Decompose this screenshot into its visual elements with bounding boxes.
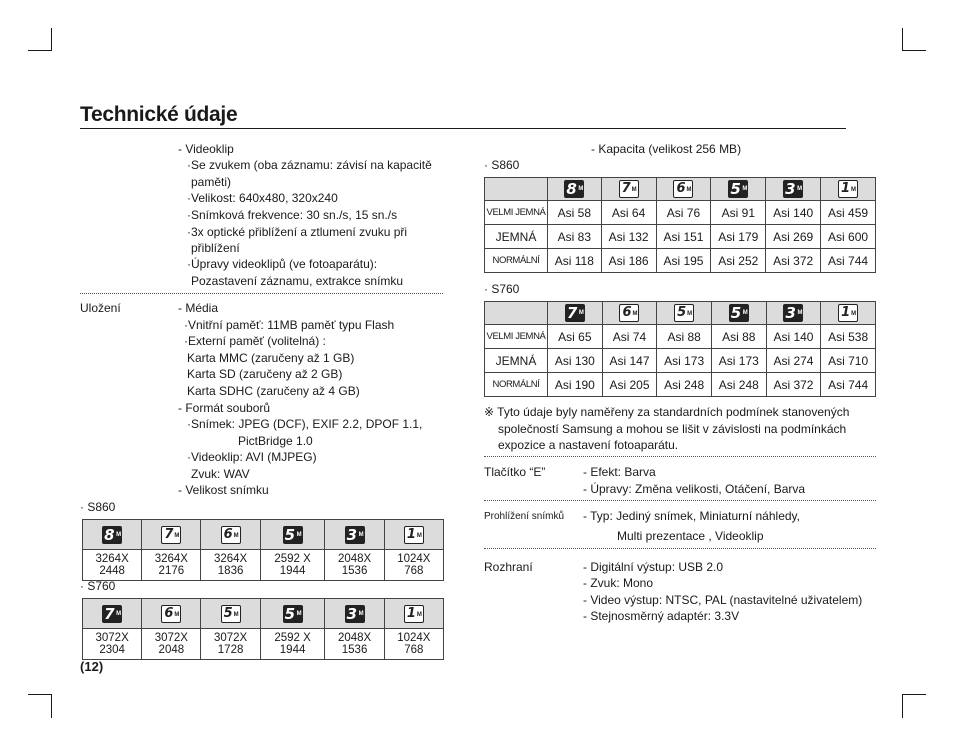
capacity-value: Asi 83 [548, 225, 602, 249]
1m-resolution-icon [838, 180, 858, 198]
resolution-value: 1536 [341, 565, 368, 577]
quality-label: VELMI JEMNÁ [485, 201, 548, 225]
resolution-digit: 1 [406, 605, 416, 621]
1m-resolution-icon [404, 526, 424, 544]
ulozeni-line: ·Snímek: JPEG (DCF), EXIF 2.2, DPOF 1.1, [187, 417, 423, 431]
3m-resolution-icon [783, 180, 803, 198]
megapixel-mark: M [797, 186, 803, 192]
resolution-digit: 5 [677, 305, 687, 320]
videoklip-line: přiblížení [191, 241, 240, 255]
5m-hd-resolution-icon [674, 304, 694, 322]
note-line: expozice a nastavení fotoaparátu. [498, 438, 679, 452]
videoklip-line: ·Se zvukem (oba záznamu: závisí na kapacitě [187, 158, 432, 172]
ulozeni-line: - Formát souborů [178, 401, 271, 415]
megapixel-mark: M [116, 610, 122, 617]
capacity-value: Asi 147 [602, 349, 657, 373]
resolution-digit: 6 [223, 526, 233, 542]
quality-label: NORMÁLNÍ [485, 249, 548, 273]
resolution-icon-cell [260, 599, 325, 629]
resolution-cell [201, 550, 260, 581]
resolution-value: 1836 [217, 565, 244, 577]
5m-resolution-icon [283, 605, 303, 623]
7m-resolution-icon [565, 304, 585, 322]
s760-capacity-table [484, 301, 876, 397]
5m-resolution-icon [728, 180, 748, 198]
videoklip-line: paměti) [191, 175, 232, 189]
resolution-icon-cell [142, 599, 201, 629]
page-title: Technické údaje [80, 103, 238, 126]
resolution-value: 3072X [154, 632, 188, 644]
capacity-value: Asi 140 [766, 325, 821, 349]
megapixel-mark: M [851, 187, 857, 193]
resolution-icon-cell [83, 599, 142, 629]
megapixel-mark: M [233, 611, 239, 618]
resolution-icon-cell [260, 520, 325, 550]
resolution-icon-cell [602, 302, 657, 325]
note-line: společností Samsung a mohou se lišit v závislosti na podmínkách [498, 422, 847, 436]
8m-resolution-icon [102, 526, 122, 544]
3m-resolution-icon [783, 304, 803, 322]
resolution-icon-cell [656, 178, 711, 201]
resolution-icon-cell [766, 302, 821, 325]
prohlizeni-line: - Typ: Jediný snímek, Miniaturní náhledy, [583, 509, 800, 523]
resolution-icon-cell [601, 178, 656, 201]
megapixel-mark: M [296, 610, 302, 617]
resolution-value: 3264X [213, 553, 248, 565]
videoklip-line: ·Snímková frekvence: 30 sn./s, 15 sn./s [187, 208, 398, 222]
ulozeni-line: - Velikost snímku [178, 483, 269, 497]
resolution-cell [260, 550, 325, 581]
resolution-icon-cell [821, 302, 876, 325]
3m-resolution-icon [345, 526, 365, 544]
1m-resolution-icon [404, 605, 424, 623]
resolution-digit: 1 [841, 181, 851, 196]
resolution-value: 2592 X [274, 553, 311, 565]
resolution-icon-cell [384, 520, 443, 550]
tlacitko-line: - Efekt: Barva [583, 465, 656, 479]
resolution-digit: 7 [621, 181, 631, 196]
resolution-digit: 7 [566, 304, 578, 322]
note-line: ※ Tyto údaje byly naměřeny za standardních podmínek stanovených [484, 405, 850, 419]
ulozeni-line: Karta MMC (zaručeny až 1 GB) [187, 351, 355, 365]
capacity-value: Asi 74 [602, 325, 657, 349]
capacity-row [485, 225, 876, 249]
capacity-value: Asi 118 [548, 249, 602, 273]
ulozeni-line: Karta SDHC (zaručeny až 4 GB) [187, 384, 360, 398]
tlacitko-line: - Úpravy: Změna velikosti, Otáčení, Barva [583, 482, 806, 496]
megapixel-mark: M [416, 611, 422, 618]
capacity-value: Asi 744 [821, 373, 876, 397]
capacity-value: Asi 88 [657, 325, 712, 349]
ulozeni-line: PictBridge 1.0 [238, 434, 313, 448]
s860-capacity-label: · S860 [484, 158, 520, 172]
capacity-value: Asi 205 [602, 373, 657, 397]
capacity-value: Asi 64 [601, 201, 656, 225]
resolution-value: 2176 [158, 565, 185, 577]
capacity-value: Asi 140 [766, 201, 821, 225]
resolution-icon-cell [83, 520, 142, 550]
capacity-value: Asi 248 [711, 373, 766, 397]
resolution-cell [142, 629, 201, 660]
resolution-value: 3072X [213, 632, 248, 644]
resolution-value: 1944 [279, 565, 306, 577]
resolution-cell [83, 550, 142, 581]
crop-mark [902, 694, 926, 695]
rozhrani-line: - Stejnosměrný adaptér: 3.3V [583, 609, 740, 623]
crop-mark [902, 28, 903, 50]
resolution-value: 3264X [95, 553, 129, 565]
resolution-digit: 7 [104, 604, 115, 623]
megapixel-mark: M [632, 311, 638, 317]
capacity-value: Asi 91 [711, 201, 766, 225]
crop-mark [902, 50, 926, 51]
videoklip-line: ·Velikost: 640x480, 320x240 [187, 191, 338, 205]
resolution-icon-cell [201, 520, 260, 550]
capacity-value: Asi 195 [656, 249, 711, 273]
crop-mark [51, 28, 52, 50]
resolution-digit: 6 [164, 605, 174, 621]
megapixel-mark: M [358, 610, 364, 617]
resolution-digit: 7 [164, 526, 174, 542]
6m-hd-resolution-icon [673, 180, 693, 198]
capacity-value: Asi 710 [821, 349, 876, 373]
resolution-value: 1024X [397, 632, 431, 644]
crop-mark [28, 50, 52, 51]
s860-capacity-table [484, 177, 876, 273]
5m-resolution-icon [729, 304, 749, 322]
capacity-row [485, 349, 876, 373]
resolution-icon-cell [548, 302, 603, 325]
resolution-digit: 1 [406, 526, 416, 542]
resolution-value: 2048 [158, 644, 185, 656]
ulozeni-line: Zvuk: WAV [191, 467, 250, 481]
resolution-cell [325, 550, 384, 581]
prohlizeni-label: Prohlížení snímků [484, 511, 565, 522]
resolution-value: 2448 [99, 565, 125, 577]
megapixel-mark: M [578, 186, 584, 192]
resolution-digit: 3 [346, 604, 357, 623]
6m-wide-resolution-icon [619, 304, 639, 322]
capacity-value: Asi 190 [548, 373, 603, 397]
page-number: (12) [80, 659, 104, 674]
tlacitko-label: Tlačítko “E” [484, 465, 546, 479]
resolution-digit: 8 [104, 525, 115, 544]
capacity-value: Asi 248 [657, 373, 712, 397]
resolution-icon-cell [711, 302, 766, 325]
megapixel-mark: M [416, 532, 422, 539]
megapixel-mark: M [742, 186, 748, 192]
resolution-digit: 5 [223, 605, 233, 621]
capacity-value: Asi 76 [656, 201, 711, 225]
section-divider [484, 500, 876, 501]
crop-mark [28, 694, 52, 695]
capacity-value: Asi 179 [711, 225, 766, 249]
resolution-icon-cell [325, 520, 384, 550]
videoklip-line: ·3x optické přiblížení a ztlumení zvuku při [187, 225, 408, 239]
prohlizeni-line: Multi prezentace , Videoklip [617, 529, 764, 543]
resolution-value: 2304 [99, 644, 125, 656]
corner-cell [485, 178, 548, 201]
resolution-value: 3264X [154, 553, 188, 565]
videoklip-line: Pozastavení záznamu, extrakce snímku [191, 274, 404, 288]
5m-hd-resolution-icon [221, 605, 241, 623]
resolution-digit: 3 [785, 180, 796, 198]
resolution-value: 2048X [337, 632, 372, 644]
capacity-row [485, 201, 876, 225]
resolution-digit: 5 [730, 304, 742, 322]
resolution-digit: 5 [284, 604, 296, 623]
resolution-cell [384, 550, 443, 581]
resolution-value: 1024X [397, 553, 431, 565]
resolution-icon-cell [201, 599, 260, 629]
capacity-value: Asi 459 [821, 201, 876, 225]
capacity-value: Asi 132 [601, 225, 656, 249]
7m-resolution-icon [102, 605, 122, 623]
capacity-value: Asi 88 [711, 325, 766, 349]
7m-wide-resolution-icon [161, 526, 181, 544]
ulozeni-line: ·Vnitřní paměť: 11MB paměť typu Flash [184, 318, 395, 332]
capacity-heading: - Kapacita (velikost 256 MB) [591, 142, 742, 156]
6m-hd-resolution-icon [221, 526, 241, 544]
resolution-value: 3072X [95, 632, 129, 644]
resolution-value: 2592 X [274, 632, 311, 644]
megapixel-mark: M [687, 311, 693, 317]
resolution-icon-cell [766, 178, 821, 201]
ulozeni-line: ·Videoklip: AVI (MJPEG) [187, 450, 317, 464]
corner-cell [485, 302, 548, 325]
resolution-cell [384, 629, 443, 660]
megapixel-mark: M [851, 311, 857, 317]
resolution-digit: 3 [346, 525, 357, 544]
ulozeni-label: Uložení [80, 301, 121, 315]
capacity-value: Asi 58 [548, 201, 602, 225]
capacity-row [485, 325, 876, 349]
megapixel-mark: M [174, 532, 180, 539]
6m-wide-resolution-icon [161, 605, 181, 623]
resolution-digit: 8 [566, 180, 577, 198]
rozhrani-line: - Video výstup: NTSC, PAL (nastavitelné uživatelem) [583, 593, 863, 607]
s760-capacity-label: · S760 [484, 282, 520, 296]
resolution-value: 1536 [341, 644, 368, 656]
resolution-digit: 5 [284, 525, 296, 544]
capacity-value: Asi 372 [766, 249, 821, 273]
resolution-digit: 5 [730, 180, 741, 198]
resolution-icon-cell [821, 178, 876, 201]
resolution-icon-cell [657, 302, 712, 325]
capacity-value: Asi 744 [821, 249, 876, 273]
3m-resolution-icon [345, 605, 365, 623]
section-divider [80, 293, 443, 294]
ulozeni-line: Karta SD (zaručeny až 2 GB) [187, 367, 343, 381]
resolution-cell [260, 629, 325, 660]
rozhrani-line: - Digitální výstup: USB 2.0 [583, 560, 724, 574]
resolution-value: 1944 [279, 644, 306, 656]
capacity-value: Asi 173 [711, 349, 766, 373]
resolution-value: 768 [404, 644, 424, 656]
capacity-value: Asi 538 [821, 325, 876, 349]
section-divider [484, 456, 876, 457]
quality-label: JEMNÁ [485, 349, 548, 373]
resolution-value: 1728 [217, 644, 244, 656]
resolution-cell [325, 629, 384, 660]
megapixel-mark: M [358, 531, 364, 538]
capacity-value: Asi 269 [766, 225, 821, 249]
capacity-value: Asi 274 [766, 349, 821, 373]
megapixel-mark: M [742, 310, 748, 316]
s760-image-size-table [82, 598, 444, 660]
megapixel-mark: M [686, 187, 692, 193]
videoklip-line: ·Úpravy videoklipů (ve fotoaparátu): [187, 257, 378, 271]
resolution-icon-cell [711, 178, 766, 201]
8m-resolution-icon [564, 180, 584, 198]
crop-mark [902, 694, 903, 718]
capacity-value: Asi 151 [656, 225, 711, 249]
page-number-value: 12 [84, 659, 99, 674]
resolution-cell [201, 629, 260, 660]
resolution-icon-cell [142, 520, 201, 550]
quality-label: NORMÁLNÍ [485, 373, 548, 397]
capacity-value: Asi 130 [548, 349, 603, 373]
capacity-value: Asi 372 [766, 373, 821, 397]
capacity-row [485, 373, 876, 397]
capacity-value: Asi 173 [657, 349, 712, 373]
capacity-value: Asi 252 [711, 249, 766, 273]
rozhrani-label: Rozhraní [484, 560, 533, 574]
crop-mark [51, 694, 52, 718]
5m-resolution-icon [283, 526, 303, 544]
resolution-digit: 3 [785, 304, 796, 322]
resolution-digit: 1 [841, 305, 851, 320]
resolution-value: 2048X [337, 553, 372, 565]
title-divider [80, 128, 846, 129]
megapixel-mark: M [174, 611, 180, 618]
resolution-icon-cell [548, 178, 602, 201]
megapixel-mark: M [578, 310, 584, 316]
s860-image-size-table [82, 519, 444, 581]
rozhrani-line: - Zvuk: Mono [583, 576, 654, 590]
resolution-icon-cell [325, 599, 384, 629]
resolution-digit: 6 [622, 305, 632, 320]
capacity-row [485, 249, 876, 273]
ulozeni-line: - Média [178, 301, 219, 315]
megapixel-mark: M [797, 310, 803, 316]
megapixel-mark: M [631, 187, 637, 193]
resolution-value: 768 [404, 565, 424, 577]
s860-label: · S860 [80, 500, 116, 514]
capacity-value: Asi 600 [821, 225, 876, 249]
capacity-value: Asi 65 [548, 325, 603, 349]
videoklip-heading: - Videoklip [178, 142, 234, 156]
resolution-cell [83, 629, 142, 660]
resolution-cell [142, 550, 201, 581]
7m-wide-resolution-icon [619, 180, 639, 198]
quality-label: JEMNÁ [485, 225, 548, 249]
quality-label: VELMI JEMNÁ [485, 325, 548, 349]
resolution-icon-cell [384, 599, 443, 629]
ulozeni-line: ·Externí paměť (volitelná) : [184, 334, 326, 348]
resolution-digit: 6 [676, 181, 686, 196]
megapixel-mark: M [296, 531, 302, 538]
s760-label: · S760 [80, 579, 116, 593]
megapixel-mark: M [116, 531, 122, 538]
1m-resolution-icon [838, 304, 858, 322]
section-divider [484, 548, 876, 549]
capacity-value: Asi 186 [601, 249, 656, 273]
megapixel-mark: M [233, 532, 239, 539]
